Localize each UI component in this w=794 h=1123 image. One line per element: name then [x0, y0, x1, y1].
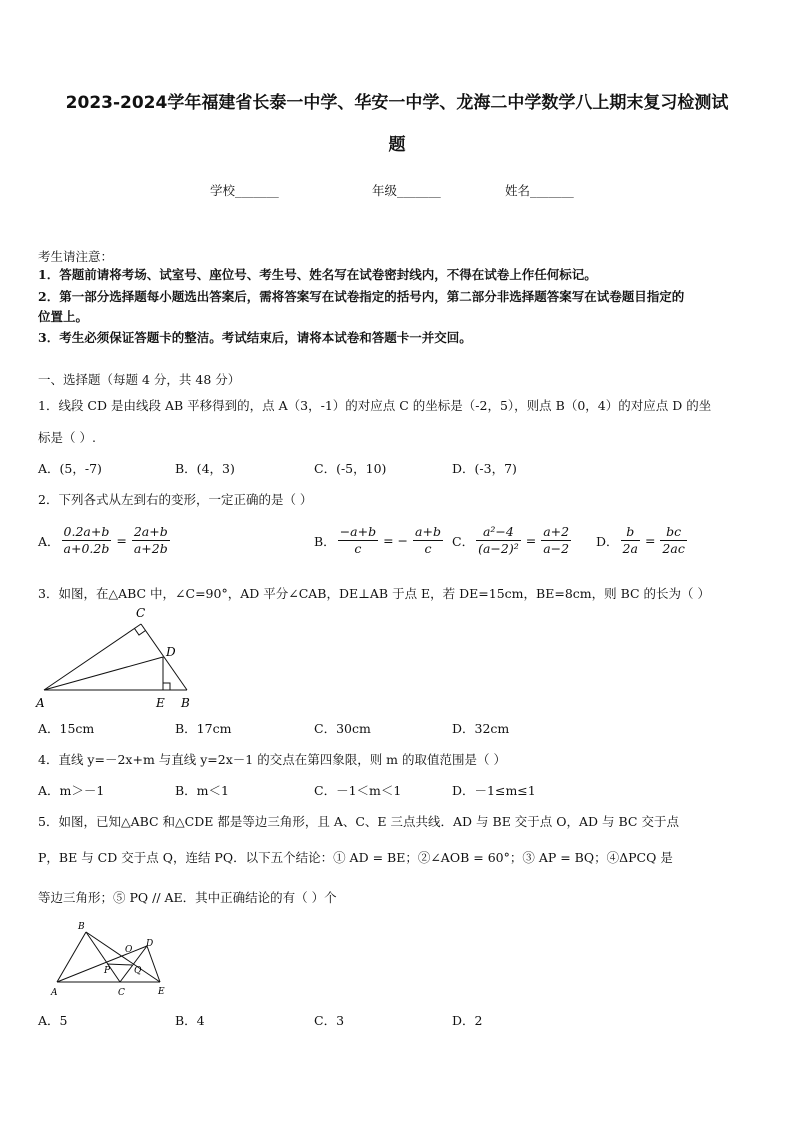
q5-label-c: C	[118, 988, 125, 998]
q5-stem-line3: 等边三角形；⑤ PQ // AE．其中正确结论的有（ ）个	[38, 890, 337, 905]
q5-label-o: O	[125, 945, 133, 955]
q5-option-b: B．4	[175, 1013, 205, 1028]
q1-option-c: C．(-5，10)	[314, 461, 387, 476]
q4-option-d: D．－1≤m≤1	[452, 783, 536, 798]
q2-d-num2: bc	[660, 524, 686, 541]
q2-d-den2: 2ac	[662, 541, 685, 556]
q5-label-p: P	[104, 966, 111, 976]
q3-segment-ad	[44, 657, 163, 690]
notice-item-1: 1．答题前请将考场、试室号、座位号、考生号、姓名写在试卷密封线内，不得在试卷上作任何标记。	[38, 267, 597, 282]
q2-d-label: D．	[596, 533, 619, 549]
q3-stem: 3．如图，在△ABC 中，∠C=90°，AD 平分∠CAB，DE⊥AB 于点 E，若 DE=15cm，BE=8cm，则 BC 的长为（ ）	[38, 586, 711, 601]
q5-option-d: D．2	[452, 1013, 483, 1028]
q3-figure	[30, 600, 210, 715]
notice-heading: 考生请注意：	[38, 249, 114, 264]
q1-option-b: B．(4，3)	[175, 461, 235, 476]
q5-label-b: B	[78, 922, 85, 932]
section-heading: 一、选择题（每题 4 分，共 48 分）	[38, 372, 241, 387]
q2-a-label: A．	[38, 533, 60, 549]
q5-label-e: E	[158, 987, 165, 997]
q5-side-ab	[57, 932, 86, 982]
q2-b-label: B．	[314, 533, 336, 549]
q3-right-angle-e	[163, 683, 170, 690]
q2-a-frac2	[132, 524, 170, 557]
school-field: 学校_______	[210, 183, 279, 198]
exam-title-line2: 题	[388, 135, 406, 155]
q1-stem-line2: 标是（ ）.	[38, 430, 96, 445]
q5-figure	[44, 918, 184, 1003]
q5-label-a: A	[51, 988, 58, 998]
q1-stem-line1: 1．线段 CD 是由线段 AB 平移得到的，点 A（3，-1）的对应点 C 的坐标是（-2，5），则点 B（0，4）的对应点 D 的坐	[38, 398, 712, 413]
q5-side-bc	[86, 932, 120, 982]
q4-option-a: A．m＞－1	[38, 783, 105, 798]
q2-d-frac2	[660, 524, 686, 557]
q3-label-c: C	[136, 606, 146, 620]
q3-option-d: D．32cm	[452, 721, 510, 736]
q5-label-q: Q	[134, 966, 142, 976]
q5-stem-line1: 5．如图，已知△ABC 和△CDE 都是等边三角形，且 A、C、E 三点共线．AD 与 BE 交于点 O，AD 与 BC 交于点	[38, 814, 679, 829]
q1-option-a: A．(5，-7)	[38, 461, 102, 476]
q3-side-ac	[44, 624, 141, 690]
q2-a-eq: =	[116, 533, 127, 548]
q2-a-den1: a+0.2b	[63, 541, 110, 556]
q2-option-a	[38, 524, 172, 557]
q5-stem-line2: P，BE 与 CD 交于点 Q，连结 PQ．以下五个结论：① AD = BE；②∠AOB = 60°；③ AP = BQ；④ΔPCQ 是	[38, 850, 673, 865]
notice-item-3: 3．考生必须保证答题卡的整洁。考试结束后，请将本试卷和答题卡一并交回。	[38, 330, 472, 345]
notice-item-2a: 2．第一部分选择题每小题选出答案后，需将答案写在试卷指定的括号内，第二部分非选择题答案写在试卷题目指定的	[38, 289, 685, 304]
q2-c-frac1	[476, 524, 521, 557]
q2-a-den2: a+2b	[133, 541, 168, 556]
q3-option-b: B．17cm	[175, 721, 232, 736]
q3-label-b: B	[181, 696, 190, 710]
q2-d-frac1	[621, 524, 640, 557]
q2-b-frac1	[338, 524, 378, 557]
q2-c-label: C．	[452, 533, 475, 549]
q2-c-eq: =	[525, 533, 537, 548]
q5-option-a: A．5	[38, 1013, 68, 1028]
q2-stem: 2．下列各式从左到右的变形，一定正确的是（ ）	[38, 492, 313, 507]
q2-b-eq: = −	[383, 533, 409, 548]
q3-label-e: E	[156, 696, 165, 710]
q2-b-frac2	[413, 524, 443, 557]
q2-d-eq: =	[644, 533, 656, 548]
q2-a-frac1	[62, 524, 112, 557]
q4-stem: 4．直线 y=－2x+m 与直线 y=2x－1 的交点在第四象限，则 m 的取值范围是（ ）	[38, 752, 506, 767]
q2-d-den1: 2a	[622, 541, 638, 556]
q2-d-num1: b	[621, 524, 640, 541]
q2-b-num2: a+b	[415, 524, 441, 539]
q2-c-den1: (a−2)²	[478, 541, 519, 556]
q2-option-c	[452, 524, 573, 557]
q2-c-num1: a²−4	[476, 524, 521, 541]
q5-option-c: C．3	[314, 1013, 345, 1028]
q3-option-c: C．30cm	[314, 721, 371, 736]
q2-b-den1: c	[354, 541, 362, 556]
q3-right-angle-c	[135, 629, 146, 636]
notice-item-2b: 位置上。	[38, 309, 89, 324]
q2-c-frac2	[541, 524, 571, 557]
q3-label-d: D	[166, 645, 176, 659]
q2-c-num2: a+2	[543, 524, 570, 539]
q2-option-d	[596, 524, 689, 557]
q1-option-d: D．(-3，7)	[452, 461, 517, 476]
grade-field: 年级_______	[372, 183, 441, 198]
q2-a-num1: 0.2a+b	[63, 524, 110, 539]
name-field: 姓名_______	[505, 183, 574, 198]
q5-side-de	[147, 946, 160, 982]
q2-b-num1: −a+b	[339, 524, 377, 539]
q3-side-cb	[141, 624, 187, 690]
q5-segment-pq	[107, 964, 132, 965]
q2-a-num2: 2a+b	[133, 524, 168, 539]
q2-b-den2: c	[424, 541, 432, 556]
q3-label-a: A	[36, 696, 45, 710]
q4-option-c: C．－1＜m＜1	[314, 783, 402, 798]
q3-option-a: A．15cm	[38, 721, 95, 736]
q4-option-b: B．m＜1	[175, 783, 229, 798]
q2-c-den2: a−2	[543, 541, 570, 556]
q5-label-d: D	[146, 939, 154, 949]
exam-title-line1: 2023-2024学年福建省长泰一中学、华安一中学、龙海二中学数学八上期末复习检测试	[65, 93, 729, 113]
q2-option-b	[314, 524, 445, 557]
